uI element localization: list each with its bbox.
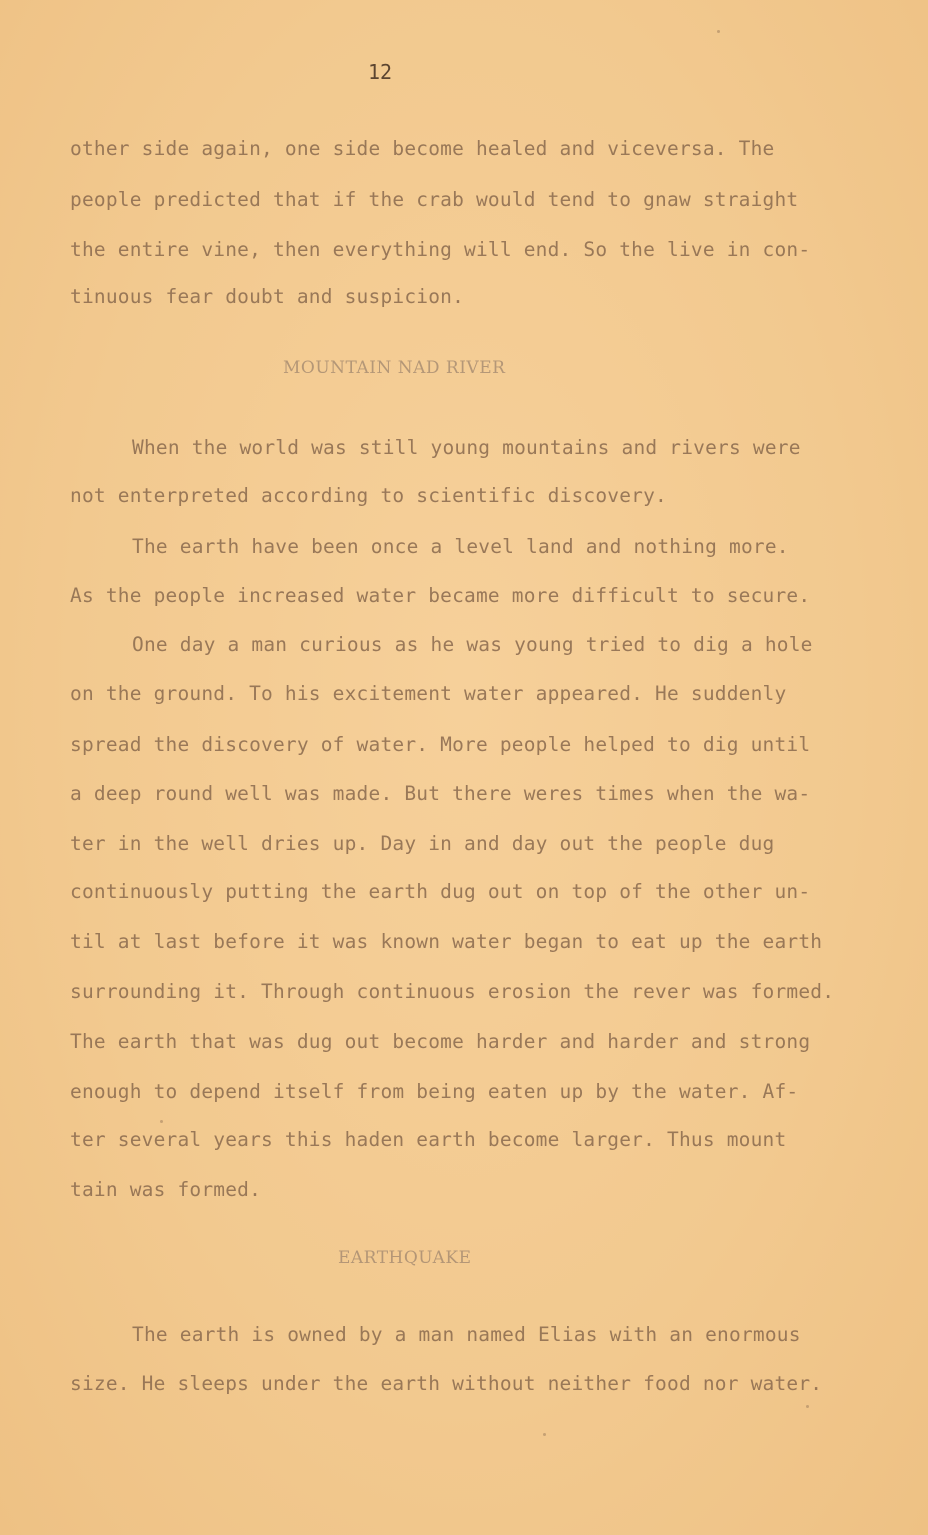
earthquake-line-2: size. He sleeps under the earth without neither food nor water. [70,1372,823,1395]
intro-line-4: tinuous fear doubt and suspicion. [70,285,465,308]
mountain-line-16: tain was formed. [70,1178,262,1201]
mountain-line-2: not enterpreted according to scientific discovery. [70,484,667,507]
mountain-line-7: spread the discovery of water. More people helped to dig until [70,733,811,756]
mountain-line-3: The earth have been once a level land and nothing more. [132,535,789,558]
mountain-line-10: continuously putting the earth dug out on top of the other un- [70,880,811,903]
mountain-line-6: on the ground. To his excitement water appeared. He suddenly [70,682,787,705]
mountain-line-15: ter several years this haden earth become larger. Thus mount [70,1128,787,1151]
intro-line-3: the entire vine, then everything will end. So the live in con- [70,238,811,261]
mountain-line-5: One day a man curious as he was young tried to dig a hole [132,633,813,656]
mountain-line-12: surrounding it. Through continuous erosion the rever was formed. [70,980,835,1003]
paper-speck [543,1433,546,1436]
mountain-line-14: enough to depend itself from being eaten up by the water. Af- [70,1080,799,1103]
paper-speck [717,30,720,33]
mountain-line-1: When the world was still young mountains and rivers were [132,436,801,459]
mountain-line-8: a deep round well was made. But there weres times when the wa- [70,782,811,805]
mountain-line-9: ter in the well dries up. Day in and day out the people dug [70,832,775,855]
paper-speck [806,1405,809,1408]
intro-line-1: other side again, one side become healed and viceversa. The [70,137,775,160]
page-number: 12 [368,60,393,84]
mountain-river-heading: MOUNTAIN NAD RIVER [283,358,506,378]
mountain-line-13: The earth that was dug out become harder and harder and strong [70,1030,811,1053]
earthquake-heading: EARTHQUAKE [338,1248,472,1268]
mountain-line-4: As the people increased water became more difficult to secure. [70,584,811,607]
paper-speck [160,1120,163,1123]
earthquake-line-1: The earth is owned by a man named Elias with an enormous [132,1323,801,1346]
mountain-line-11: til at last before it was known water began to eat up the earth [70,930,823,953]
intro-line-2: people predicted that if the crab would tend to gnaw straight [70,188,799,211]
